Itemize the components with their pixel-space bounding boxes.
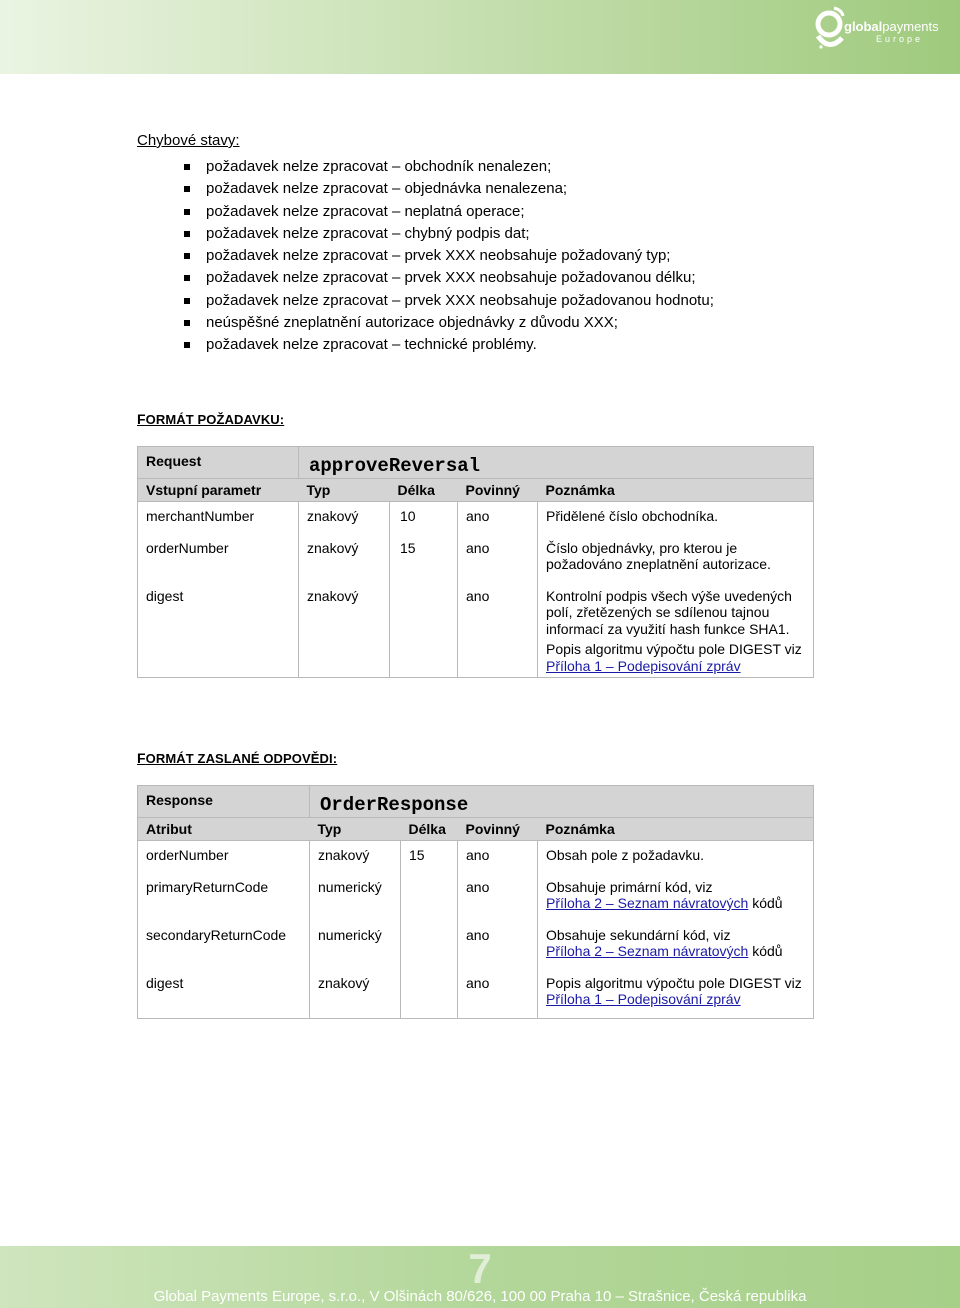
appendix-1-link[interactable]: Příloha 1 – Podepisování zpráv bbox=[546, 991, 741, 1007]
logo-mark-icon bbox=[812, 4, 846, 52]
cell-length bbox=[390, 582, 458, 678]
cell-length bbox=[401, 873, 458, 921]
column-header: Typ bbox=[299, 479, 390, 502]
request-header-row bbox=[138, 479, 814, 502]
column-header: Délka bbox=[390, 479, 458, 502]
bullet-icon bbox=[184, 186, 190, 192]
cell-type: znakový bbox=[310, 969, 401, 1019]
page-number: 7 bbox=[468, 1245, 492, 1292]
cell-length bbox=[401, 969, 458, 1019]
cell-param: merchantNumber bbox=[138, 502, 299, 534]
cell-param: orderNumber bbox=[138, 841, 310, 873]
column-header: Typ bbox=[310, 818, 401, 841]
request-name-row bbox=[138, 447, 814, 479]
list-item: požadavek nelze zpracovat – obchodník nenalezen; bbox=[184, 156, 714, 178]
cell-param: digest bbox=[138, 969, 310, 1019]
column-header: Poznámka bbox=[538, 479, 814, 502]
column-header: Délka bbox=[401, 818, 458, 841]
request-table bbox=[137, 446, 814, 678]
list-item: požadavek nelze zpracovat – chybný podpis dat; bbox=[184, 223, 714, 245]
header-bar bbox=[0, 0, 960, 74]
column-header: Atribut bbox=[138, 818, 310, 841]
cell-param: primaryReturnCode bbox=[138, 873, 310, 921]
bullet-icon bbox=[184, 209, 190, 215]
response-format-heading: FORMÁT ZASLANÉ ODPOVĚDI: bbox=[137, 750, 338, 766]
table-row bbox=[138, 969, 814, 1019]
note-reference: Popis algoritmu výpočtu pole DIGEST viz Příloha 1 – Podepisování zpráv bbox=[546, 641, 802, 674]
cell-type: znakový bbox=[299, 502, 390, 534]
request-format-heading: FORMÁT POŽADAVKU: bbox=[137, 411, 285, 427]
list-item: požadavek nelze zpracovat – technické problémy. bbox=[184, 334, 714, 356]
error-states-title: Chybové stavy: bbox=[137, 132, 240, 149]
bullet-icon bbox=[184, 342, 190, 348]
column-header: Povinný bbox=[458, 479, 538, 502]
cell-type: znakový bbox=[310, 841, 401, 873]
footer-address: Global Payments Europe, s.r.o., V Olšinách 80/626, 100 00 Praha 10 – Strašnice, Česká republika bbox=[153, 1288, 807, 1305]
list-item: požadavek nelze zpracovat – objednávka nenalezena; bbox=[184, 178, 714, 200]
table-row bbox=[138, 582, 814, 678]
cell-length: 15 bbox=[390, 534, 458, 582]
cell-required: ano bbox=[458, 582, 538, 678]
cell-required: ano bbox=[458, 969, 538, 1019]
response-name-row bbox=[138, 786, 814, 818]
cell-required: ano bbox=[458, 873, 538, 921]
list-item: požadavek nelze zpracovat – prvek XXX neobsahuje požadovanou délku; bbox=[184, 267, 714, 289]
table-row bbox=[138, 921, 814, 969]
note-text: Kontrolní podpis všech výše uvedených polí, zřetězených se sdílenou tajnou informací za využití hash funkce SHA1. bbox=[546, 587, 792, 637]
response-table bbox=[137, 785, 814, 1019]
appendix-2-link[interactable]: Příloha 2 – Seznam návratových bbox=[546, 943, 749, 959]
cell-note: Popis algoritmu výpočtu pole DIGEST viz Příloha 1 – Podepisování zpráv bbox=[538, 969, 814, 1019]
cell-note bbox=[538, 582, 814, 678]
bullet-icon bbox=[184, 298, 190, 304]
logo-region: Europe bbox=[876, 34, 924, 44]
cell-required: ano bbox=[458, 502, 538, 534]
appendix-2-link[interactable]: Příloha 2 – Seznam návratových bbox=[546, 895, 749, 911]
cell-param: orderNumber bbox=[138, 534, 299, 582]
cell-note: Obsahuje sekundární kód, viz Příloha 2 – Seznam návratových kódů bbox=[538, 921, 814, 969]
bullet-icon bbox=[184, 231, 190, 237]
cell-required: ano bbox=[458, 841, 538, 873]
list-item: požadavek nelze zpracovat – prvek XXX neobsahuje požadovaný typ; bbox=[184, 245, 714, 267]
request-label: Request bbox=[138, 447, 299, 479]
bullet-icon bbox=[184, 164, 190, 170]
cell-length: 15 bbox=[401, 841, 458, 873]
appendix-1-link[interactable]: Příloha 1 – Podepisování zpráv bbox=[546, 657, 741, 674]
bullet-icon bbox=[184, 275, 190, 281]
response-name: OrderResponse bbox=[310, 786, 814, 818]
cell-type: znakový bbox=[299, 534, 390, 582]
cell-required: ano bbox=[458, 534, 538, 582]
cell-length: 10 bbox=[390, 502, 458, 534]
error-states-list bbox=[184, 156, 714, 357]
bullet-icon bbox=[184, 320, 190, 326]
cell-param: digest bbox=[138, 582, 299, 678]
cell-type: znakový bbox=[299, 582, 390, 678]
list-item: požadavek nelze zpracovat – prvek XXX neobsahuje požadovanou hodnotu; bbox=[184, 290, 714, 312]
column-header: Poznámka bbox=[538, 818, 814, 841]
cell-required: ano bbox=[458, 921, 538, 969]
cell-type: numerický bbox=[310, 873, 401, 921]
bullet-icon bbox=[184, 253, 190, 259]
logo-wordmark: globalpayments bbox=[844, 19, 939, 34]
response-header-row bbox=[138, 818, 814, 841]
cell-note: Obsah pole z požadavku. bbox=[538, 841, 814, 873]
column-header: Povinný bbox=[458, 818, 538, 841]
table-row bbox=[138, 873, 814, 921]
table-row bbox=[138, 534, 814, 582]
cell-type: numerický bbox=[310, 921, 401, 969]
cell-note: Číslo objednávky, pro kterou je požadováno zneplatnění autorizace. bbox=[538, 534, 814, 582]
response-label: Response bbox=[138, 786, 310, 818]
list-item: požadavek nelze zpracovat – neplatná operace; bbox=[184, 201, 714, 223]
cell-param: secondaryReturnCode bbox=[138, 921, 310, 969]
list-item: neúspěšné zneplatnění autorizace objednávky z důvodu XXX; bbox=[184, 312, 714, 334]
column-header: Vstupní parametr bbox=[138, 479, 299, 502]
table-row bbox=[138, 502, 814, 534]
cell-note: Přidělené číslo obchodníka. bbox=[538, 502, 814, 534]
table-row bbox=[138, 841, 814, 873]
request-name: approveReversal bbox=[299, 447, 814, 479]
cell-length bbox=[401, 921, 458, 969]
company-logo bbox=[812, 4, 942, 52]
cell-note: Obsahuje primární kód, viz Příloha 2 – Seznam návratových kódů bbox=[538, 873, 814, 921]
